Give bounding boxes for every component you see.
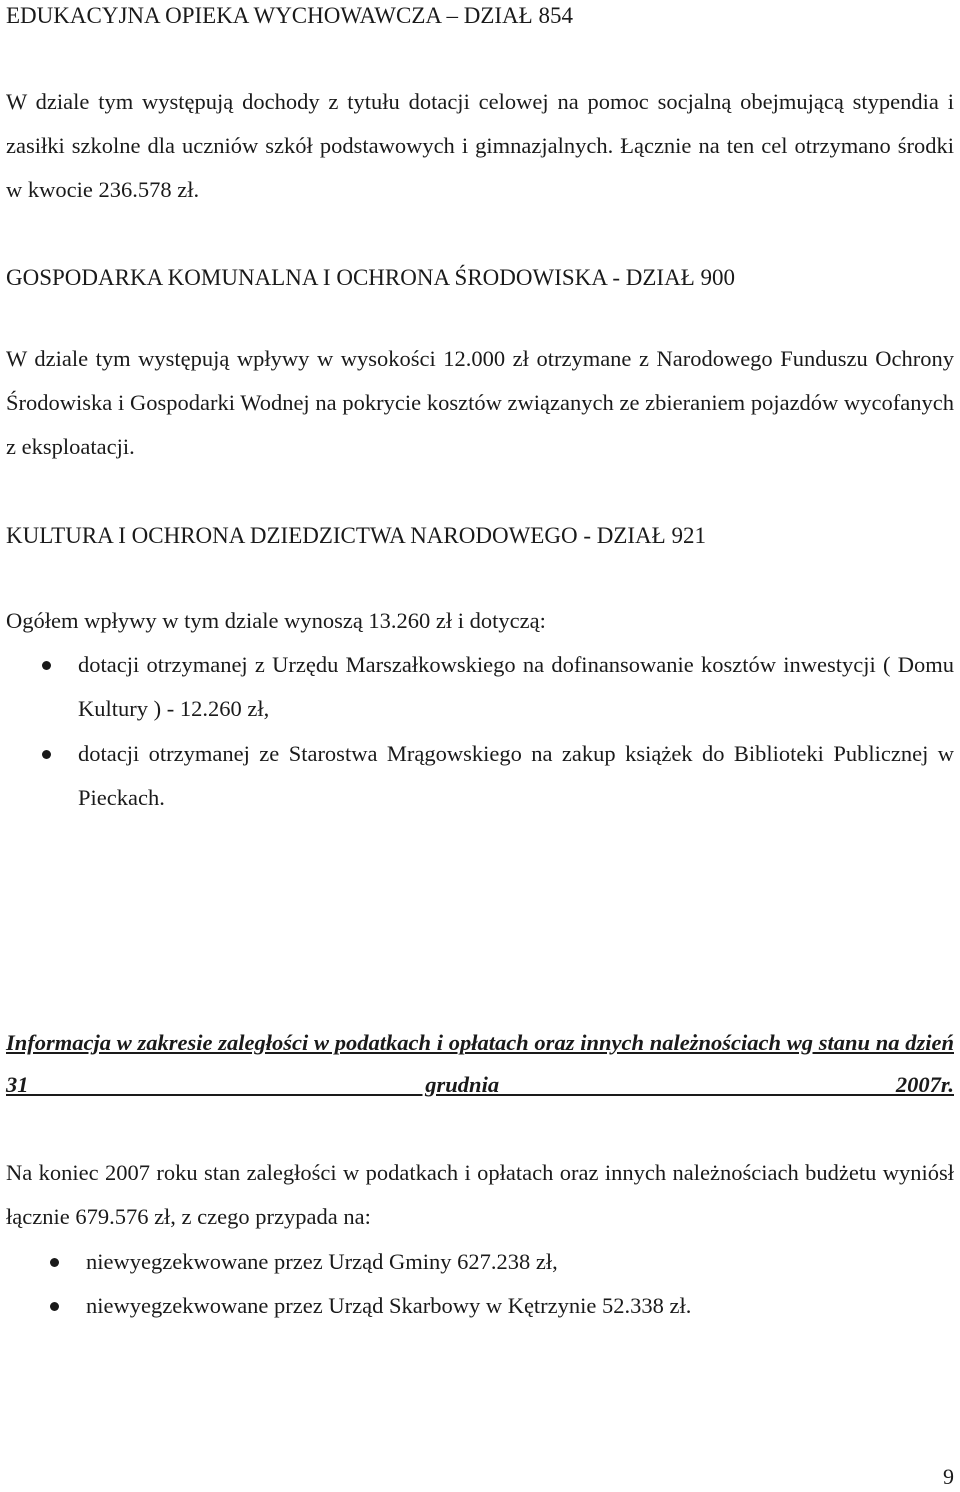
list-item-text: niewyegzekwowane przez Urząd Skarbowy w Kętrzynie 52.338 zł. — [86, 1293, 692, 1318]
list-item-text: niewyegzekwowane przez Urząd Gminy 627.238 zł, — [86, 1249, 558, 1274]
bullet-icon — [50, 1302, 59, 1311]
list-item — [0, 1284, 954, 1328]
section-intro-921: Ogółem wpływy w tym dziale wynoszą 13.260 zł i dotyczą: — [6, 608, 546, 633]
section-heading-921: KULTURA I OCHRONA DZIEDZICTWA NARODOWEGO - DZIAŁ 921 — [6, 523, 706, 548]
section-body-854: W dziale tym występują dochody z tytułu dotacji celowej na pomoc socjalną obejmującą stypendia i zasiłki szkolne dla uczniów szkół podstawowych i gimnazjalnych. Łącznie na ten cel otrzymano środki w kwocie 236.578 zł. — [6, 89, 954, 202]
list-item — [0, 643, 954, 731]
page-number: 9 — [943, 1464, 954, 1489]
arrears-title: Informacja w zakresie zaległości w podatkach i opłatach oraz innych należnościach wg stanu na dzień 31 grudnia 2007r. — [6, 1030, 954, 1097]
bullet-icon — [42, 661, 51, 670]
section-heading-900: GOSPODARKA KOMUNALNA I OCHRONA ŚRODOWISKA - DZIAŁ 900 — [6, 265, 736, 290]
list-item — [0, 732, 954, 820]
arrears-intro: Na koniec 2007 roku stan zaległości w podatkach i opłatach oraz innych należnościach budżetu wyniósł łącznie 679.576 zł, z czego przypada na: — [6, 1160, 954, 1229]
bullet-icon — [42, 750, 51, 759]
bullet-icon — [50, 1258, 59, 1267]
list-item-text: dotacji otrzymanej ze Starostwa Mrągowskiego na zakup książek do Biblioteki Publicznej w Pieckach. — [78, 741, 954, 810]
section-body-900: W dziale tym występują wpływy w wysokości 12.000 zł otrzymane z Narodowego Funduszu Ochrony Środowiska i Gospodarki Wodnej na pokrycie kosztów związanych ze zbieraniem pojazdów wycofanych z eksploatacji. — [6, 346, 954, 459]
list-item-text: dotacji otrzymanej z Urzędu Marszałkowskiego na dofinansowanie kosztów inwestycji ( Domu Kultury ) - 12.260 zł, — [78, 652, 954, 721]
section-heading-854: EDUKACYJNA OPIEKA WYCHOWAWCZA – DZIAŁ 854 — [6, 3, 573, 28]
list-item — [0, 1240, 954, 1284]
